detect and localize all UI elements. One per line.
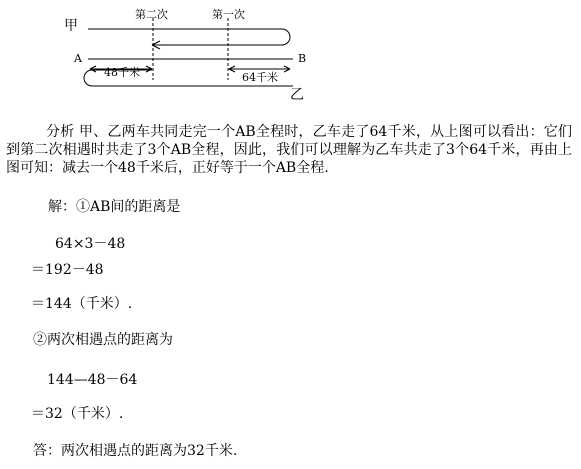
meet-first-label: 第一次	[212, 8, 245, 21]
point-a: A	[74, 52, 82, 65]
calc-line-3: ＝144（千米）.	[31, 296, 133, 312]
part2-title: ②两次相遇点的距离为	[33, 332, 173, 348]
dist-48-label: 48千米	[104, 66, 140, 79]
jia-path	[88, 29, 290, 45]
calc-line-2: ＝192－48	[31, 262, 104, 278]
label-yi: 乙	[290, 87, 304, 103]
analysis-paragraph: 分析 甲、乙两车共同走完一个AB全程时，乙车走了64千米，从上图可以看出：它们到第二次相遇时共走了3个AB全程，因此，我们可以理解为乙车共走了3个64千米，再由上图可知：减去一个48千米后，正好等于一个AB全程.	[6, 124, 572, 176]
label-jia: 甲	[64, 18, 78, 34]
calc-line-4: 144—48－64	[47, 372, 138, 388]
meet-second-label: 第二次	[135, 8, 168, 21]
dist-64-label: 64千米	[242, 71, 278, 84]
calc-line-5: ＝32（千米）.	[31, 406, 124, 422]
point-b: B	[298, 52, 307, 65]
answer-line: 答：两次相遇点的距离为32千米.	[33, 443, 238, 459]
calc-line-1: 64×3－48	[55, 236, 126, 252]
solution-intro: 解：①AB间的距离是	[48, 199, 181, 215]
